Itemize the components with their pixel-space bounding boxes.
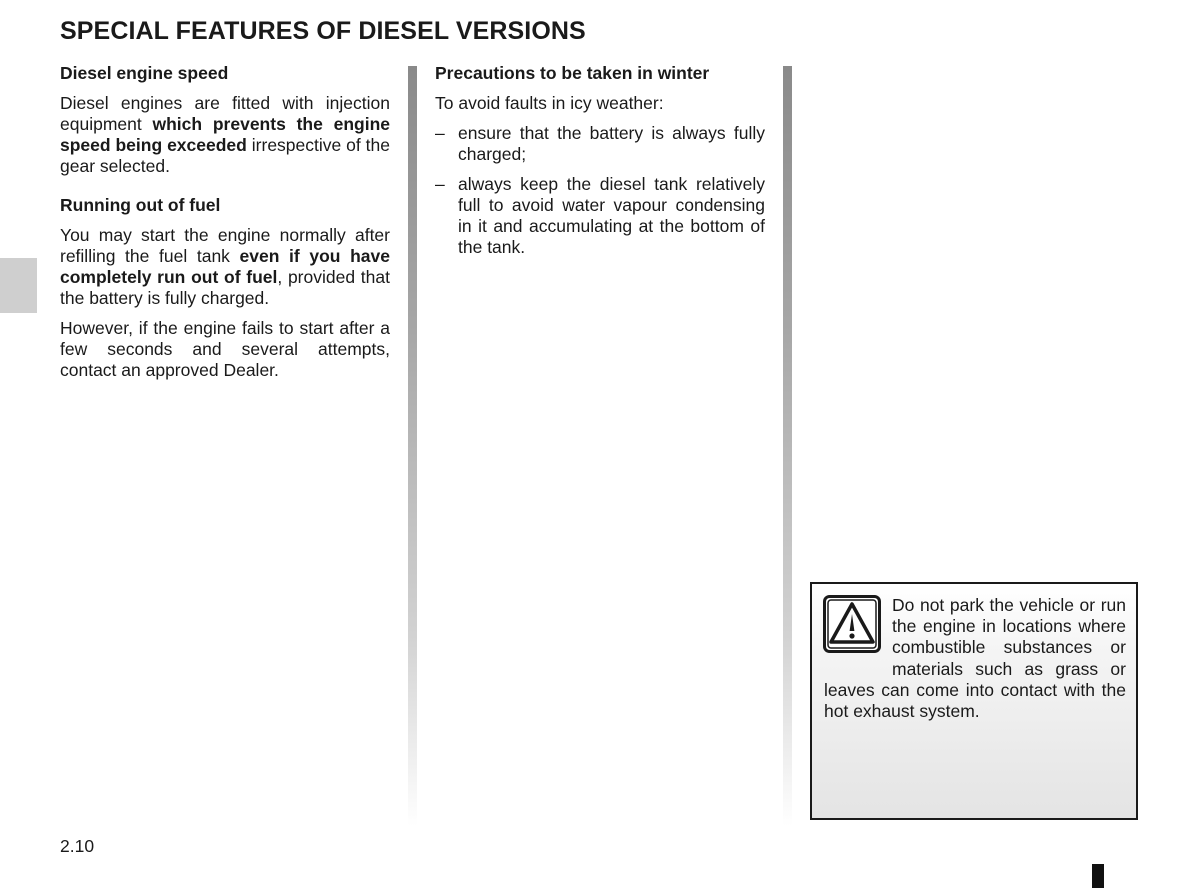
bullet-text: always keep the diesel tank relatively full to avoid water vapour condensing in it and accumulating at the bottom of the tank.	[458, 174, 765, 257]
out-of-fuel-paragraph	[60, 225, 390, 309]
list-item	[435, 123, 765, 165]
warning-text-block	[824, 595, 1126, 722]
engine-speed-paragraph	[60, 93, 390, 177]
out-of-fuel-text-c: , provided that the battery is fully charged.	[60, 267, 390, 308]
column-divider-right	[783, 66, 792, 826]
page-edge-marker	[1092, 864, 1104, 888]
diesel-engine-speed-heading: Diesel engine speed	[60, 63, 229, 83]
warning-box	[810, 582, 1138, 820]
winter-intro: To avoid faults in icy weather:	[435, 93, 664, 113]
page-number: 2.10	[60, 836, 95, 856]
out-of-fuel-text-a: You may start the engine normally after refilling the fuel tank	[60, 225, 390, 266]
column-divider-left	[408, 66, 417, 826]
dash-marker: –	[435, 174, 445, 194]
list-item	[435, 174, 765, 258]
section-tab-marker	[0, 258, 37, 313]
dash-marker: –	[435, 123, 445, 143]
left-column	[60, 63, 390, 390]
bullet-text: ensure that the battery is always fully charged;	[458, 123, 765, 164]
page-title: SPECIAL FEATURES OF DIESEL VERSIONS	[60, 17, 586, 45]
engine-fails-paragraph: However, if the engine fails to start after a few seconds and several attempts, contact an approved Dealer.	[60, 318, 390, 380]
middle-column	[435, 63, 765, 267]
engine-speed-text-a: Diesel engines are fitted with injection equipment	[60, 93, 390, 134]
engine-speed-text-bold: which prevents the engine speed being exceeded	[60, 114, 390, 155]
engine-speed-text-c: irrespective of the gear selected.	[60, 135, 391, 176]
winter-precautions-heading: Precautions to be taken in winter	[435, 63, 710, 83]
out-of-fuel-text-bold: even if you have completely run out of fuel	[60, 246, 390, 287]
warning-text: Do not park the vehicle or run the engine in locations where combustible substances or materials such as grass or leaves can come into contact with the hot exhaust system.	[824, 595, 1126, 722]
running-out-of-fuel-heading: Running out of fuel	[60, 195, 221, 215]
